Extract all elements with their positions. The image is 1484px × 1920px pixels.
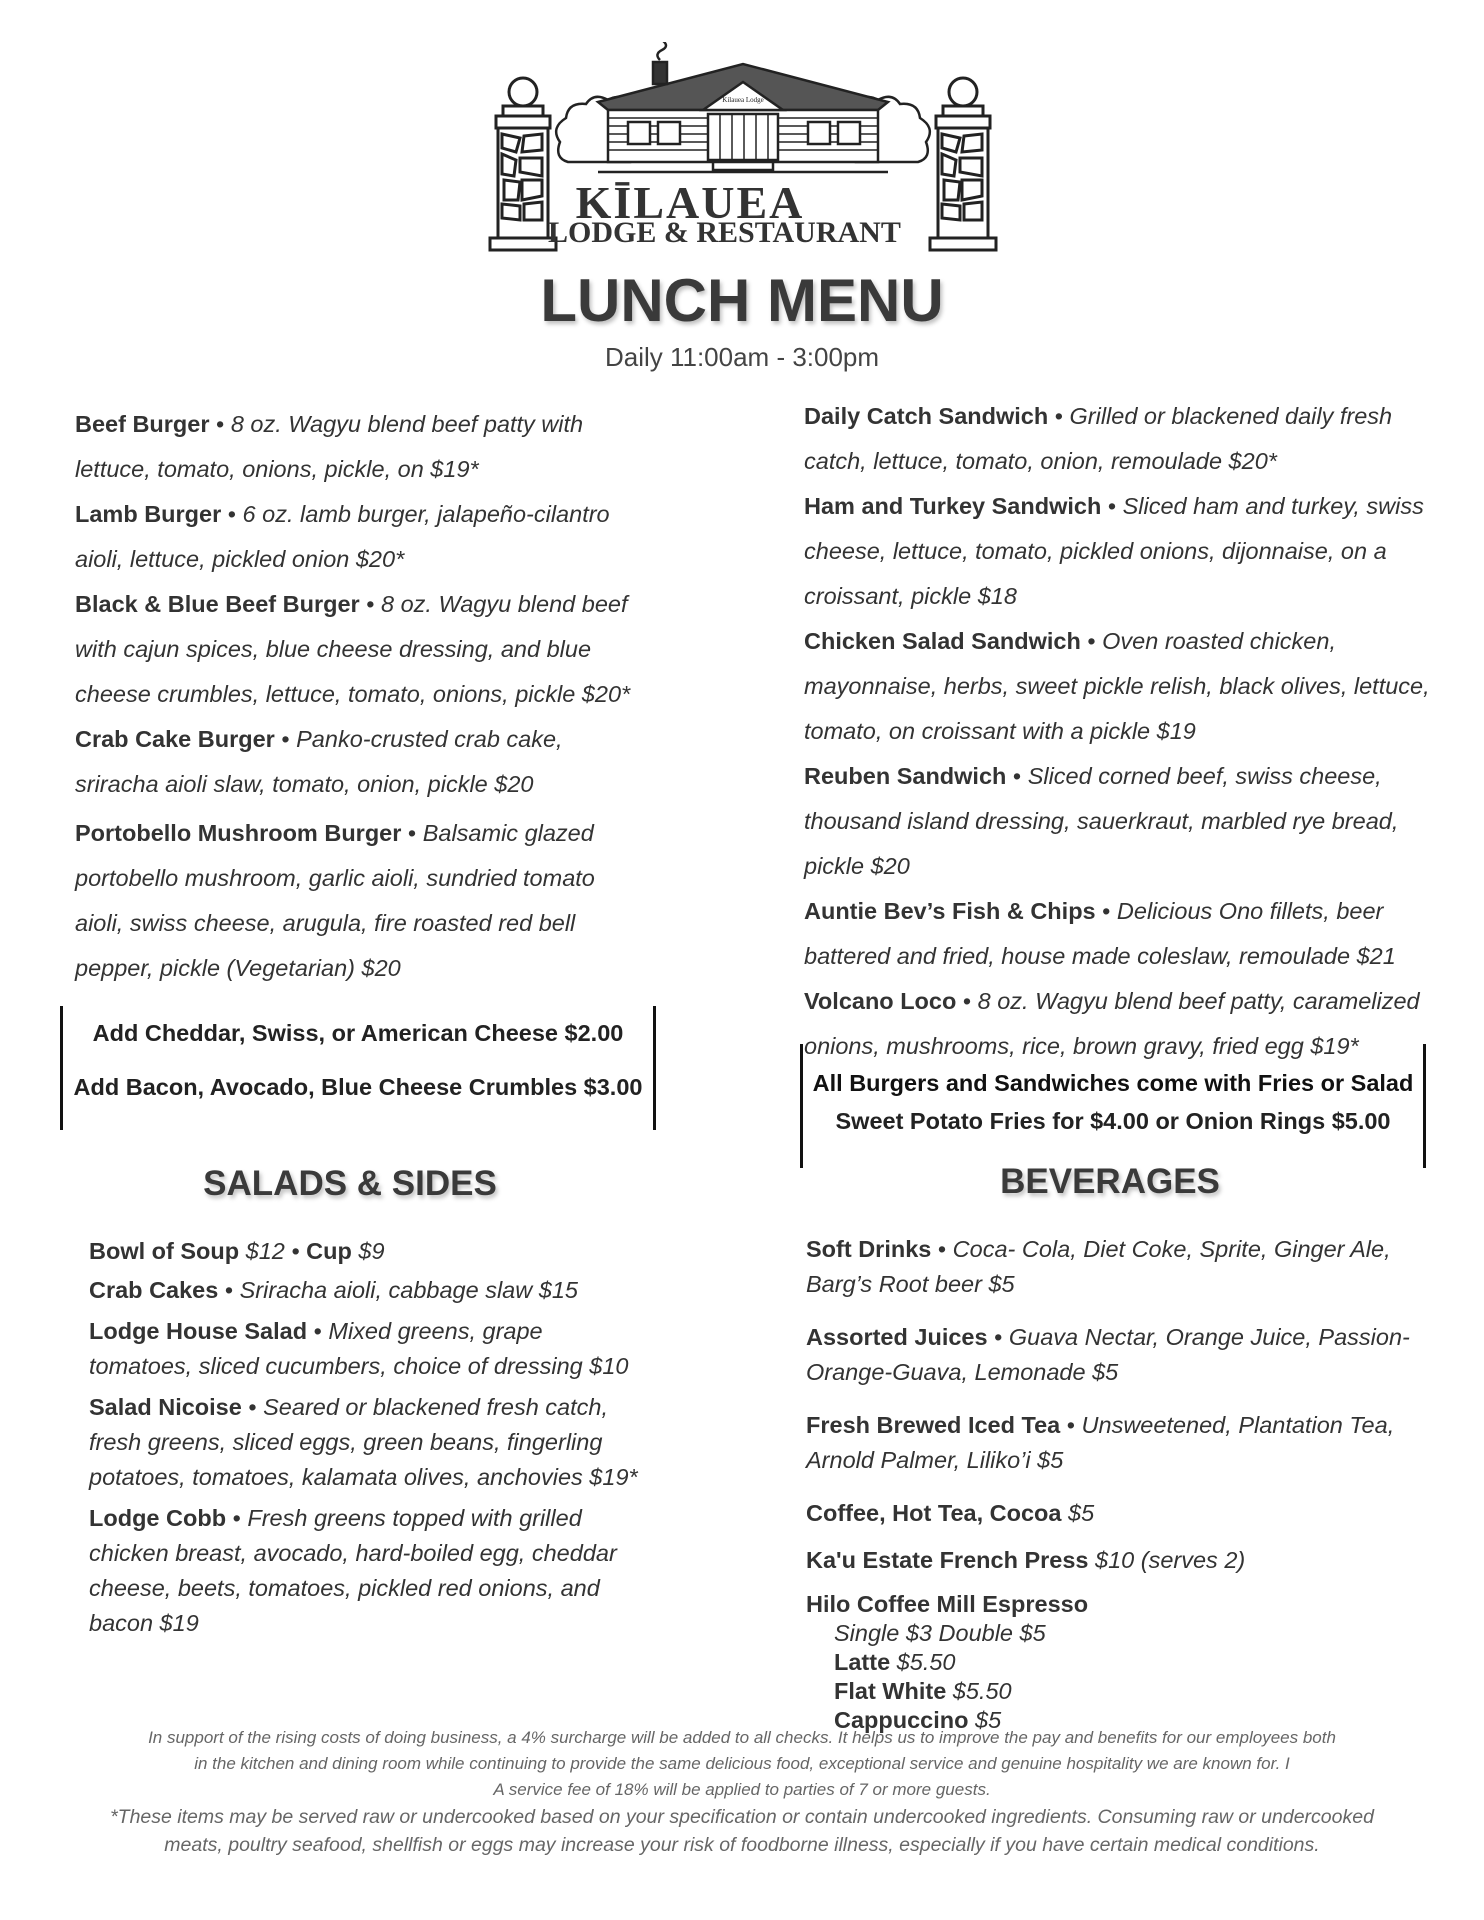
item-price: $5 (968, 1707, 1002, 1733)
add-on-bacon: Add Bacon, Avocado, Blue Cheese Crumbles $3.00 (73, 1074, 643, 1100)
menu-item (804, 754, 1434, 889)
item-separator: • (931, 1236, 953, 1262)
item-separator: • (274, 726, 297, 752)
lodge-building-icon (598, 42, 888, 172)
item-name: Reuben Sandwich (804, 763, 1007, 789)
menu-item (804, 394, 1434, 484)
item-separator: • (1048, 403, 1070, 429)
item-name: Ka'u Estate French Press (806, 1547, 1089, 1573)
item-name-secondary: Cup (306, 1238, 352, 1264)
item-description: Guava Nectar, Orange Juice, Passion-Orange-Guava, Lemonade $5 (806, 1324, 1410, 1385)
espresso-sizes (806, 1619, 1446, 1648)
item-price: $5.50 (946, 1678, 1012, 1704)
raw-food-warning-cont: meats, poultry seafood, shellfish or eggs may increase your risk of foodborne illness, especially if you have certain medical conditions. (164, 1834, 1320, 1856)
footer-notes (0, 1725, 1484, 1859)
menu-item (804, 484, 1434, 619)
menu-item (806, 1408, 1446, 1478)
item-price: $10 (serves 2) (1095, 1547, 1246, 1573)
menu-item (89, 1390, 649, 1495)
item-name: Fresh Brewed Iced Tea (806, 1412, 1061, 1438)
sides-info-box (800, 1044, 1426, 1168)
hours-text: Daily 11:00am - 3:00pm (604, 342, 880, 372)
add-on-cheese: Add Cheddar, Swiss, or American Cheese $2.00 (92, 1020, 624, 1046)
item-name: Bowl of Soup (89, 1238, 240, 1264)
item-separator: • (401, 820, 423, 846)
item-separator: • (1006, 763, 1028, 789)
menu-item (806, 1232, 1446, 1302)
brand-name: KĪLAUEA (575, 177, 805, 228)
item-description: 8 oz. Wagyu blend beef with cajun spices, blue cheese dressing, and blue cheese crumbles, lettuce, tomato, onions, pickle $20* (75, 591, 631, 707)
espresso-drink (806, 1677, 1446, 1706)
item-description: 6 oz. lamb burger, jalapeño-cilantro aioli, lettuce, pickled onion $20* (75, 501, 610, 572)
surcharge-note: In support of the rising costs of doing business, a 4% surcharge will be added to all checks. It helps us to improve the pay and benefits for our employees both (148, 1728, 1336, 1747)
item-name: Lamb Burger (75, 501, 222, 527)
item-description: Seared or blackened fresh catch, fresh greens, sliced eggs, green beans, fingerling potatoes, tomatoes, kalamata olives, anchovies $19* (89, 1394, 638, 1490)
item-name: Crab Cakes (89, 1277, 219, 1303)
item-name: Coffee, Hot Tea, Cocoa (806, 1500, 1062, 1526)
burgers-list (75, 402, 635, 991)
item-description: Delicious Ono fillets, beer battered and fried, house made coleslaw, remoulade $21 (804, 898, 1396, 969)
menu-item (89, 1501, 649, 1641)
item-price: $5.50 (890, 1649, 956, 1675)
item-name: Lodge Cobb (89, 1505, 227, 1531)
item-separator: • (221, 501, 243, 527)
item-separator: • (1095, 898, 1117, 924)
item-price: $5 (1068, 1500, 1095, 1526)
item-name: Latte (834, 1649, 891, 1675)
menu-item (804, 619, 1434, 754)
menu-item (806, 1543, 1446, 1578)
item-description: Grilled or blackened daily fresh catch, lettuce, tomato, onion, remoulade $20* (804, 403, 1393, 474)
item-separator: • (241, 1394, 264, 1420)
item-name: Ham and Turkey Sandwich (804, 493, 1102, 519)
fries-or-salad-note: All Burgers and Sandwiches come with Fries or Salad (812, 1070, 1414, 1096)
item-separator: • (209, 411, 231, 437)
item-separator: • (987, 1324, 1009, 1350)
item-name: Salad Nicoise (89, 1394, 242, 1420)
item-price-secondary: $9 (351, 1238, 385, 1264)
menu-item (75, 402, 635, 492)
item-separator: • (307, 1318, 329, 1344)
surcharge-note-cont: in the kitchen and dining room while continuing to provide the same delicious food, exceptional service and genuine hospitality we are known for. I (194, 1754, 1290, 1773)
item-description: Oven roasted chicken, mayonnaise, herbs, sweet pickle relish, black olives, lettuce, tomato, on croissant with a pickle $19 (804, 628, 1430, 744)
item-description: Sliced corned beef, swiss cheese, thousand island dressing, sauerkraut, marbled rye bread, pickle $20 (804, 763, 1399, 879)
item-name: Auntie Bev’s Fish & Chips (804, 898, 1096, 924)
salads-list (89, 1234, 649, 1641)
menu-item (75, 492, 635, 582)
espresso-drink (806, 1648, 1446, 1677)
item-name: Soft Drinks (806, 1236, 932, 1262)
item-price: Single $3 Double $5 (834, 1620, 1046, 1646)
item-name: Daily Catch Sandwich (804, 403, 1049, 429)
item-name: Portobello Mushroom Burger (75, 820, 402, 846)
item-description: Unsweetened, Plantation Tea, Arnold Palmer, Liliko’i $5 (806, 1412, 1395, 1473)
item-name: Flat White (834, 1678, 947, 1704)
item-description: Coca- Cola, Diet Coke, Sprite, Ginger Ale, Barg’s Root beer $5 (806, 1236, 1391, 1297)
item-price: $12 • (245, 1238, 307, 1264)
item-name: Hilo Coffee Mill Espresso (806, 1591, 1089, 1617)
add-ons-box (60, 1006, 656, 1130)
menu-item (75, 811, 635, 991)
item-description: Mixed greens, grape tomatoes, sliced cucumbers, choice of dressing $10 (89, 1318, 629, 1379)
sign-text: Kilauea Lodge (722, 96, 764, 104)
item-name: Cappuccino (834, 1707, 969, 1733)
menu-item (89, 1273, 649, 1308)
sandwiches-list (804, 394, 1434, 1069)
item-description: Fresh greens topped with grilled chicken breast, avocado, hard-boiled egg, cheddar cheese, beets, tomatoes, pickled red onions, and bacon $19 (89, 1505, 617, 1636)
page-title: LUNCH MENU (540, 267, 944, 334)
item-description: Sriracha aioli, cabbage slaw $15 (239, 1277, 578, 1303)
item-description: 8 oz. Wagyu blend beef patty with lettuce, tomato, onions, pickle, on $19* (75, 411, 584, 482)
item-name: Volcano Loco (804, 988, 957, 1014)
menu-item (75, 582, 635, 717)
item-description: Panko-crusted crab cake, sriracha aioli slaw, tomato, onion, pickle $20 (75, 726, 563, 797)
item-separator: • (359, 591, 381, 617)
item-name: Assorted Juices (806, 1324, 988, 1350)
item-separator: • (1101, 493, 1123, 519)
beverages-list (806, 1232, 1446, 1735)
item-description: Sliced ham and turkey, swiss cheese, lettuce, tomato, pickled onions, dijonnaise, on a croissant, pickle $18 (804, 493, 1424, 609)
service-fee-note: A service fee of 18% will be applied to parties of 7 or more guests. (493, 1780, 991, 1799)
item-separator: • (1060, 1412, 1082, 1438)
menu-item (804, 889, 1434, 979)
item-name: Lodge House Salad (89, 1318, 308, 1344)
item-description: 8 oz. Wagyu blend beef patty, caramelized onions, mushrooms, rice, brown gravy, fried egg $19* (804, 988, 1420, 1059)
menu-item (75, 717, 635, 807)
item-separator: • (226, 1505, 248, 1531)
espresso-item (806, 1590, 1446, 1619)
item-name: Beef Burger (75, 411, 210, 437)
item-description: Balsamic glazed portobello mushroom, garlic aioli, sundried tomato aioli, swiss cheese, arugula, fire roasted red bell pepper, pickle (Vegetarian) $20 (75, 820, 595, 981)
salads-heading: SALADS & SIDES (203, 1164, 497, 1203)
item-separator: • (956, 988, 978, 1014)
upgrade-note: Sweet Potato Fries for $4.00 or Onion Rings $5.00 (835, 1108, 1391, 1134)
menu-item (89, 1314, 649, 1384)
item-name: Black & Blue Beef Burger (75, 591, 360, 617)
item-name: Crab Cake Burger (75, 726, 275, 752)
item-name: Chicken Salad Sandwich (804, 628, 1081, 654)
brand-subtitle: LODGE & RESTAURANT (548, 216, 901, 249)
beverages-heading: BEVERAGES (1000, 1162, 1220, 1201)
menu-item (89, 1234, 649, 1269)
menu-item (806, 1496, 1446, 1531)
item-separator: • (1080, 628, 1103, 654)
raw-food-warning: *These items may be served raw or undercooked based on your specification or contain undercooked ingredients. Consuming raw or undercooked (110, 1806, 1374, 1828)
menu-item (806, 1320, 1446, 1390)
item-separator: • (218, 1277, 240, 1303)
